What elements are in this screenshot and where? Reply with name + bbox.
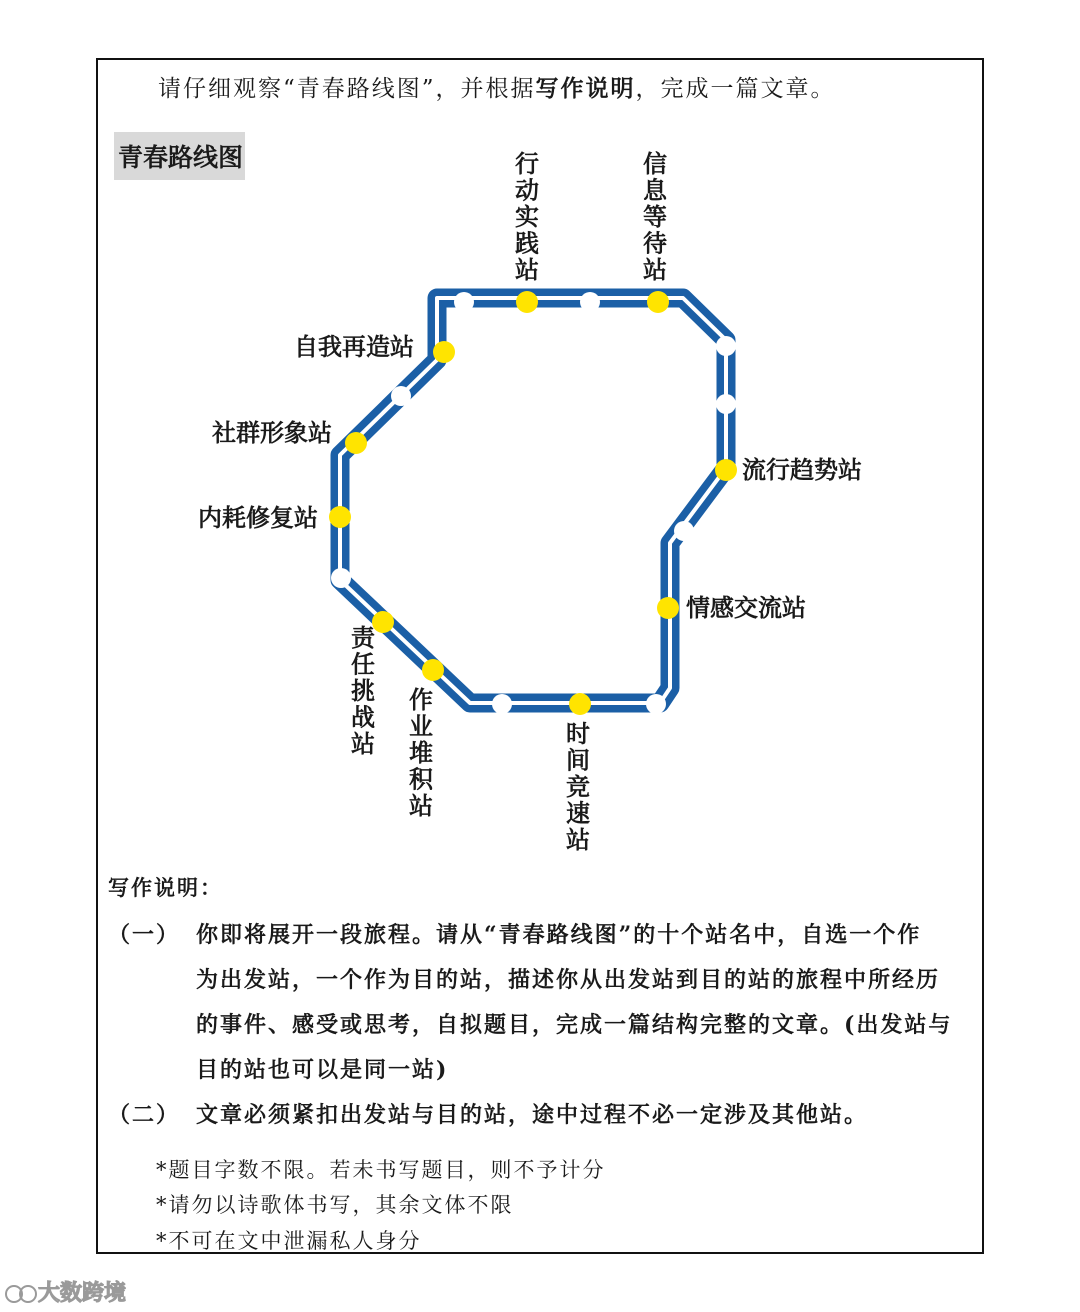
intro-text: 请仔细观察“青春路线图”，并根据写作说明，完成一篇文章。 [158, 75, 836, 102]
station-label-5: 流行趋势站 [742, 456, 862, 484]
minor-stop [454, 292, 474, 312]
minor-stop [331, 568, 351, 588]
note: *请勿以诗歌体书写，其余文体不限 [156, 1193, 514, 1217]
item-1-line: 为出发站，一个作为目的站，描述你从出发站到目的站的旅程中所经历 [196, 967, 941, 993]
station-dot [345, 432, 367, 454]
station-label-9: 时间竞速站 [566, 720, 590, 854]
item-2-number: （二） [108, 1102, 181, 1128]
station-label-0: 行动实践站 [515, 150, 539, 284]
minor-stop [646, 694, 666, 714]
station-dot [657, 597, 679, 619]
station-dot [647, 291, 669, 313]
item-2-line: 文章必须紧扣出发站与目的站，途中过程不必一定涉及其他站。 [196, 1102, 869, 1128]
minor-stop [674, 521, 694, 541]
station-label-4: 内耗修复站 [198, 504, 318, 532]
item-1-line: 目的站也可以是同一站) [196, 1057, 449, 1083]
watermark-logo-icon [4, 1282, 38, 1306]
station-dot [516, 291, 538, 313]
minor-stop [580, 292, 600, 312]
station-label-3: 社群形象站 [212, 419, 332, 447]
station-label-2: 自我再造站 [294, 333, 414, 361]
minor-stop [716, 336, 736, 356]
minor-stop [492, 694, 512, 714]
item-1-number: （一） [108, 922, 181, 948]
minor-stop [391, 386, 411, 406]
station-dot [433, 341, 455, 363]
station-dot [715, 459, 737, 481]
station-dot [569, 693, 591, 715]
station-label-1: 信息等待站 [643, 150, 667, 284]
note: *不可在文中泄漏私人身分 [156, 1229, 422, 1253]
minor-stop [716, 394, 736, 414]
station-label-6: 情感交流站 [686, 594, 806, 622]
watermark: 大数跨境 [4, 1276, 126, 1307]
instructions-heading: 写作说明： [108, 875, 223, 900]
station-label-7: 责任挑战站 [351, 624, 375, 758]
map-title: 青春路线图 [114, 132, 245, 180]
item-1-line: 你即将展开一段旅程。请从“青春路线图”的十个站名中，自选一个作 [196, 922, 922, 948]
station-label-8: 作业堆积站 [409, 686, 433, 820]
station-dot [372, 611, 394, 633]
item-1-line: 的事件、感受或思考，自拟题目，完成一篇结构完整的文章。(出发站与 [196, 1012, 953, 1038]
note: *题目字数不限。若未书写题目，则不予计分 [156, 1158, 606, 1182]
station-dot [422, 659, 444, 681]
station-dot [329, 506, 351, 528]
